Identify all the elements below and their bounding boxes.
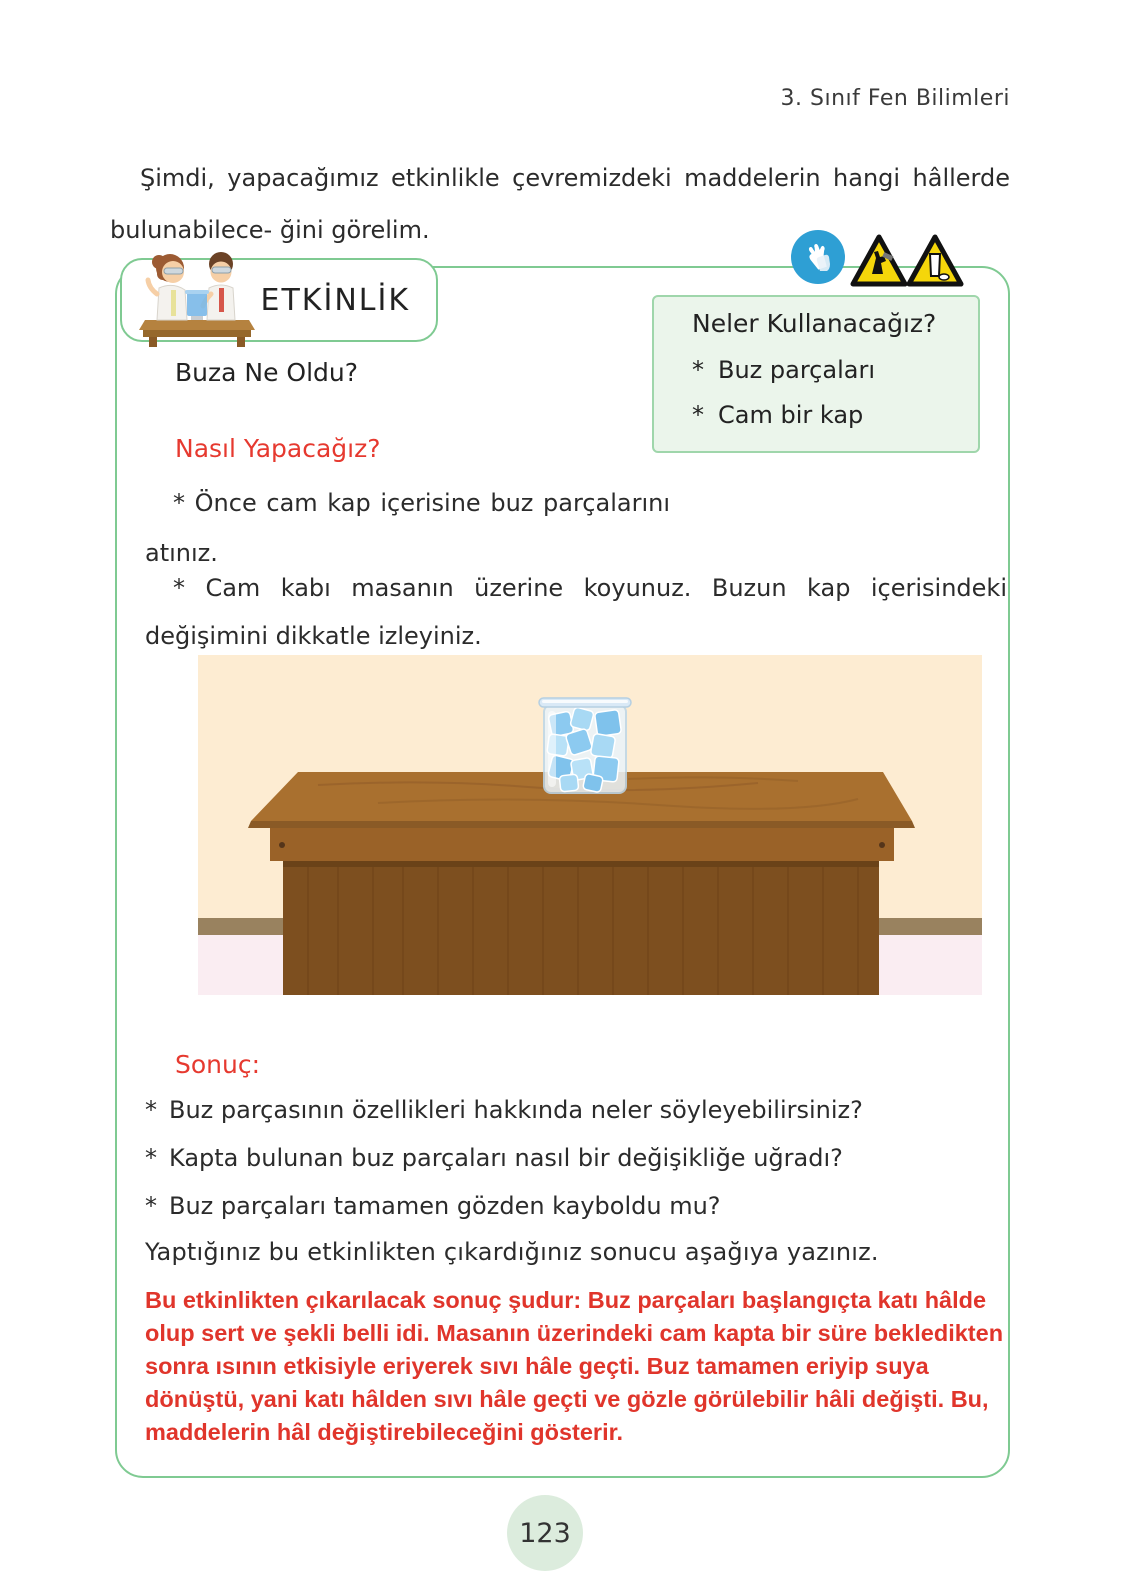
intro-paragraph: Şimdi, yapacağımız etkinlikle çevremizdeki maddelerin hangi hâllerde bulunabilece- ğini görelim.: [110, 164, 1010, 244]
ice-beaker: [539, 698, 631, 793]
page-number: 123: [519, 1517, 571, 1549]
sharp-object-warning-icon: [850, 234, 908, 288]
asterisk-bullet: *: [692, 356, 704, 384]
wear-gloves-icon: [791, 230, 845, 284]
result-question: * Kapta bulunan buz parçaları nasıl bir değişikliğe uğradı?: [145, 1144, 843, 1172]
method-step: * Önce cam kap içerisine buz parçalarını atınız.: [145, 489, 670, 567]
activity-title: Buza Ne Oldu?: [175, 358, 359, 387]
asterisk-bullet: *: [145, 1144, 157, 1172]
result-question: * Buz parçasının özellikleri hakkında neler söyleyebilirsiniz?: [145, 1096, 863, 1124]
asterisk-bullet: *: [173, 489, 185, 517]
materials-title: Neler Kullanacağız?: [692, 309, 937, 338]
page-number-badge: [507, 1495, 583, 1571]
glass-hazard-warning-icon: [906, 234, 964, 288]
asterisk-bullet: *: [173, 574, 185, 602]
result-title: Sonuç:: [175, 1050, 261, 1079]
materials-item: * Buz parçaları: [692, 356, 875, 384]
write-conclusion-instruction: Yaptığınız bu etkinlikten çıkardığınız sonucu aşağıya yazınız.: [145, 1238, 879, 1266]
method-step: * Cam kabı masanın üzerine koyunuz. Buzun kap içerisindeki değişimini dikkatle izleyiniz.: [145, 574, 1007, 650]
asterisk-bullet: *: [145, 1192, 157, 1220]
conclusion-paragraph: Bu etkinlikten çıkarılacak sonuç şudur: Buz parçaları başlangıçta katı hâlde olup sert ve şekli belli idi. Masanın üzerindeki cam kapta bir süre bekledikten sonra ısının etkisiyle eriyerek sıvı hâle geçti. Buz tamamen eriyip suya dönüştü, yani katı hâlden sıvı hâle geçti ve gözle görülebilir hâli değişti. Bu, maddelerin hâl değiştirebileceğini gösterir.: [145, 1287, 1004, 1445]
asterisk-bullet: *: [145, 1096, 157, 1124]
result-question: * Buz parçaları tamamen gözden kayboldu mu?: [145, 1192, 721, 1220]
materials-box: [652, 295, 980, 453]
asterisk-bullet: *: [692, 401, 704, 429]
page-header-title: 3. Sınıf Fen Bilimleri: [780, 86, 1010, 111]
method-title: Nasıl Yapacağız?: [175, 434, 381, 463]
kids-experiment-illustration: [133, 246, 261, 348]
activity-tab-label: ETKİNLİK: [260, 282, 410, 318]
materials-item: * Cam bir kap: [692, 401, 864, 429]
ice-beaker-on-table-illustration: [198, 655, 982, 995]
